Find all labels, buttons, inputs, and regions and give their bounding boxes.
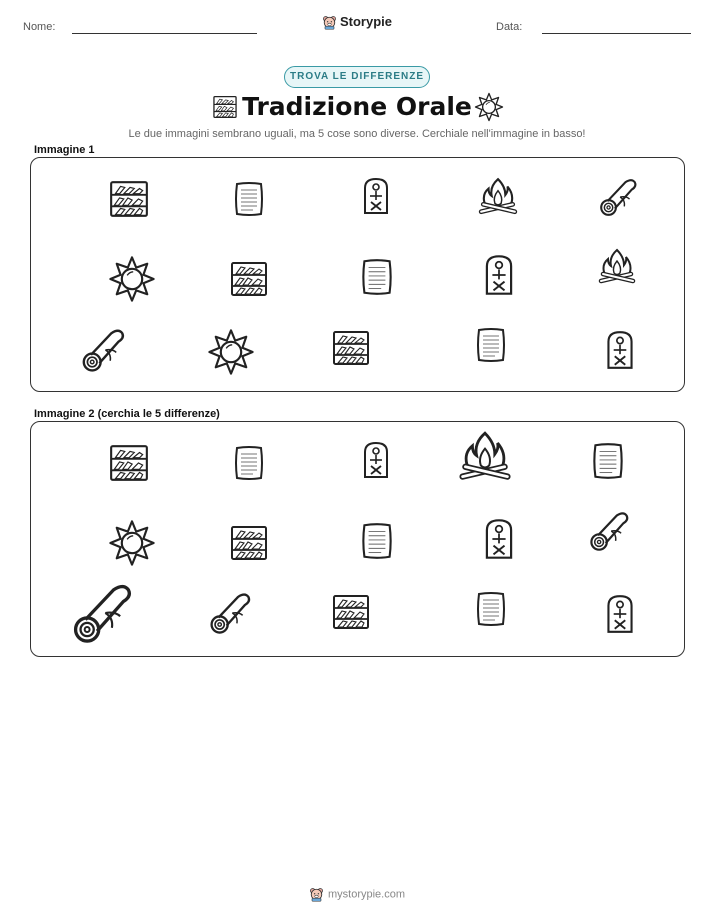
bookshelf-icon[interactable] <box>331 592 371 632</box>
bookshelf-icon[interactable] <box>229 523 269 563</box>
bookshelf-icon <box>331 328 371 368</box>
name-label: Nome: <box>23 21 56 33</box>
paper-icon <box>229 179 269 219</box>
tombstone-icon[interactable] <box>356 440 396 480</box>
date-label: Data: <box>496 21 523 33</box>
paper-icon[interactable] <box>471 589 511 629</box>
bookshelf-icon <box>108 178 150 220</box>
image1-panel <box>30 157 685 392</box>
paper-icon[interactable] <box>356 520 398 562</box>
tombstone-icon <box>599 329 641 371</box>
bookshelf-icon[interactable] <box>108 442 150 484</box>
activity-badge: TROVA LE DIFFERENZE <box>284 66 430 88</box>
page-title: Tradizione Orale <box>242 92 472 121</box>
footer <box>0 887 714 902</box>
scroll-icon[interactable] <box>69 580 135 646</box>
campfire-icon[interactable] <box>457 429 513 485</box>
scroll-icon <box>597 176 639 218</box>
instructions: Le due immagini sembrano uguali, ma 5 cose sono diverse. Cerchiale nell'immagine in basso! <box>128 128 586 140</box>
brand-name: Storypie <box>339 14 392 29</box>
tombstone-icon <box>356 176 396 216</box>
tombstone-icon <box>477 253 521 297</box>
footer-url: mystorypie.com <box>327 888 406 901</box>
brand-logo <box>0 14 714 30</box>
campfire-icon <box>597 247 637 287</box>
bookshelf-icon <box>229 259 269 299</box>
scroll-icon[interactable] <box>207 590 253 636</box>
tombstone-icon[interactable] <box>599 593 641 635</box>
name-field[interactable] <box>72 33 257 34</box>
bear-logo-icon <box>322 15 337 30</box>
scroll-icon <box>79 326 127 374</box>
image2-panel[interactable] <box>30 421 685 657</box>
tombstone-icon[interactable] <box>477 517 521 561</box>
sun-icon <box>207 328 255 376</box>
paper-icon <box>356 256 398 298</box>
bear-logo-icon <box>309 887 324 902</box>
sun-icon <box>474 92 504 122</box>
panel2-label: Immagine 2 (cerchia le 5 differenze) <box>34 408 220 420</box>
sun-icon <box>108 255 156 303</box>
paper-icon[interactable] <box>587 440 629 482</box>
sun-icon[interactable] <box>108 519 156 567</box>
paper-icon[interactable] <box>229 443 269 483</box>
panel1-label: Immagine 1 <box>34 144 95 156</box>
scroll-icon[interactable] <box>587 509 631 553</box>
paper-icon <box>471 325 511 365</box>
date-field[interactable] <box>542 33 691 34</box>
campfire-icon <box>477 176 519 218</box>
